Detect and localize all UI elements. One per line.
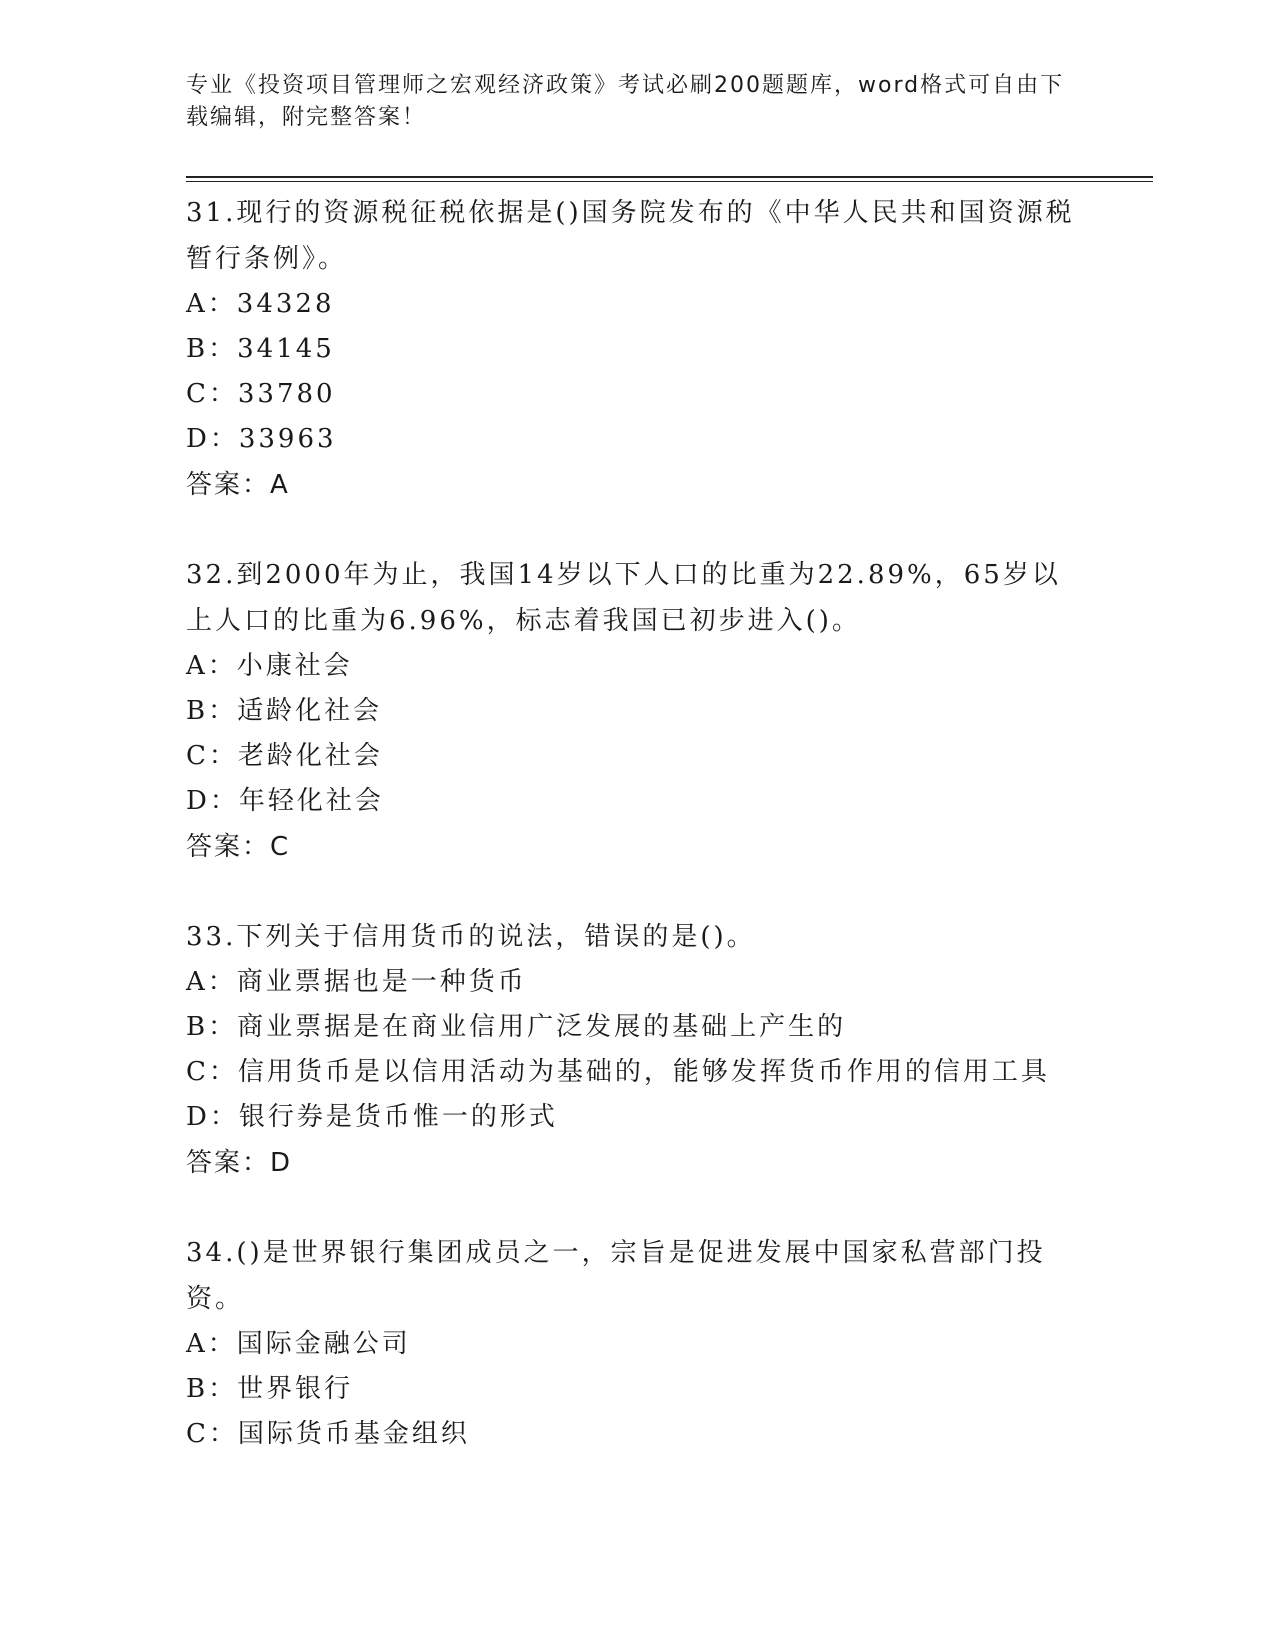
header-divider-thin [186, 181, 1153, 182]
option-a: A：小康社会 [186, 651, 353, 681]
question-32 [186, 552, 1086, 870]
option-b: B：适龄化社会 [186, 696, 383, 726]
option-b: B：世界银行 [186, 1374, 354, 1404]
answer-line: 答案：D [186, 1148, 293, 1178]
answer-line: 答案：C [186, 832, 291, 862]
document-header: 专业《投资项目管理师之宏观经济政策》考试必刷200题题库，word格式可自由下载编辑，附完整答案！ [186, 73, 1065, 130]
question-33 [186, 914, 1086, 1186]
option-a: A：34328 [186, 289, 335, 319]
question-31 [186, 190, 1086, 508]
option-c: C：信用货币是以信用活动为基础的，能够发挥货币作用的信用工具 [186, 1057, 1050, 1087]
option-a: A：国际金融公司 [186, 1329, 411, 1359]
option-a: A：商业票据也是一种货币 [186, 967, 527, 997]
question-stem: 33.下列关于信用货币的说法，错误的是()。 [186, 922, 756, 952]
question-34 [186, 1230, 1086, 1457]
question-stem: 34.()是世界银行集团成员之一，宗旨是促进发展中国家私营部门投资。 [186, 1238, 1046, 1314]
question-list [186, 190, 1086, 1457]
question-stem: 32.到2000年为止，我国14岁以下人口的比重为22.89%，65岁以上人口的比重为6.96%，标志着我国已初步进入()。 [186, 560, 1061, 636]
option-c: C：33780 [186, 379, 336, 409]
option-d: D：银行券是货币惟一的形式 [186, 1102, 558, 1132]
option-c: C：国际货币基金组织 [186, 1419, 470, 1449]
option-d: D：33963 [186, 424, 337, 454]
option-b: B：34145 [186, 334, 335, 364]
header-divider-thick [186, 176, 1153, 178]
answer-line: 答案：A [186, 470, 290, 500]
option-c: C：老龄化社会 [186, 741, 383, 771]
question-stem: 31.现行的资源税征税依据是()国务院发布的《中华人民共和国资源税暂行条例》。 [186, 198, 1075, 274]
option-b: B：商业票据是在商业信用广泛发展的基础上产生的 [186, 1012, 847, 1042]
option-d: D：年轻化社会 [186, 786, 384, 816]
